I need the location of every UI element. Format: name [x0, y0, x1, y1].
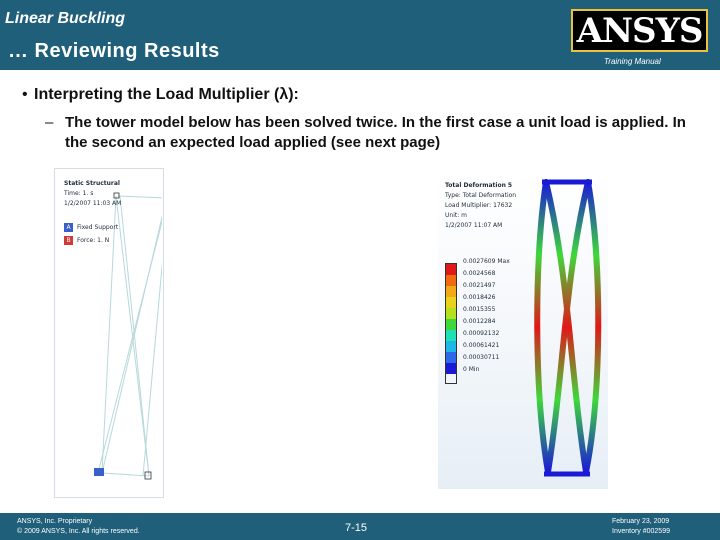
- fixed-support-label: Fixed Support: [77, 224, 119, 231]
- left-time-label: Time: 1. s: [64, 190, 94, 197]
- legend-value: 0.00092132: [463, 330, 500, 337]
- footer-proprietary: [17, 517, 140, 537]
- section-title: Linear Buckling: [5, 10, 126, 27]
- contour-color-swatch: [446, 275, 456, 286]
- legend-value: 0.0024568: [463, 270, 496, 277]
- contour-color-swatch: [446, 297, 456, 308]
- contour-color-swatch: [446, 286, 456, 297]
- legend-value-min: 0 Min: [463, 366, 480, 373]
- left-date-label: 1/2/2007 11:03 AM: [64, 200, 122, 207]
- right-date-label: 1/2/2007 11:07 AM: [445, 222, 503, 229]
- legend-value: 0.0021497: [463, 282, 496, 289]
- left-analysis-title: Static Structural: [64, 180, 120, 187]
- ansys-logo: [571, 9, 708, 52]
- ansys-logo-text: ANSYS: [576, 10, 703, 51]
- contour-color-legend: [445, 263, 457, 384]
- footer-inventory: Inventory #002599: [612, 528, 670, 535]
- bullet-icon: •: [22, 86, 28, 103]
- sub-bullet: [45, 113, 695, 153]
- legend-value: 0.0012284: [463, 318, 496, 325]
- fixed-support-badge: A: [64, 223, 73, 232]
- training-manual-label: Training Manual: [604, 57, 661, 66]
- legend-value: 0.00061421: [463, 342, 500, 349]
- contour-color-swatch: [446, 319, 456, 330]
- footer-copyright-line: © 2009 ANSYS, Inc. All rights reserved.: [17, 528, 140, 535]
- buckled-tower-model: [530, 172, 608, 489]
- footer-date-inventory: [612, 517, 670, 537]
- legend-value-max: 0.0027609 Max: [463, 258, 510, 265]
- slide-title: … Reviewing Results: [8, 40, 220, 62]
- right-load-multiplier-label: Load Multiplier: 17632: [445, 202, 513, 209]
- footer-date: February 23, 2009: [612, 518, 670, 525]
- legend-value: 0.00030711: [463, 354, 500, 361]
- contour-color-swatch: [446, 264, 456, 275]
- right-result-title: Total Deformation 5: [445, 182, 513, 189]
- contour-color-swatch: [446, 341, 456, 352]
- legend-value: 0.0018426: [463, 294, 496, 301]
- sub-bullet-text: The tower model below has been solved twice. In the first case a unit load is applied. In the second an expected load applied (see next page): [65, 114, 686, 151]
- header-bar: [0, 0, 720, 70]
- main-bullet: [22, 86, 299, 104]
- legend-value: 0.0015355: [463, 306, 496, 313]
- contour-color-swatch: [446, 308, 456, 319]
- force-label: Force: 1. N: [77, 237, 110, 244]
- contour-color-swatch: [446, 363, 456, 374]
- dash-icon: –: [45, 114, 54, 131]
- tower-unit-load-model: [54, 168, 162, 496]
- contour-color-swatch: [446, 330, 456, 341]
- right-type-label: Type: Total Deformation: [445, 192, 517, 199]
- main-bullet-text: Interpreting the Load Multiplier (λ):: [34, 86, 299, 103]
- page-number: 7-15: [345, 522, 368, 534]
- force-badge: B: [64, 236, 73, 245]
- right-unit-label: Unit: m: [445, 212, 467, 219]
- contour-color-swatch: [446, 352, 456, 363]
- footer-proprietary-line: ANSYS, Inc. Proprietary: [17, 518, 93, 525]
